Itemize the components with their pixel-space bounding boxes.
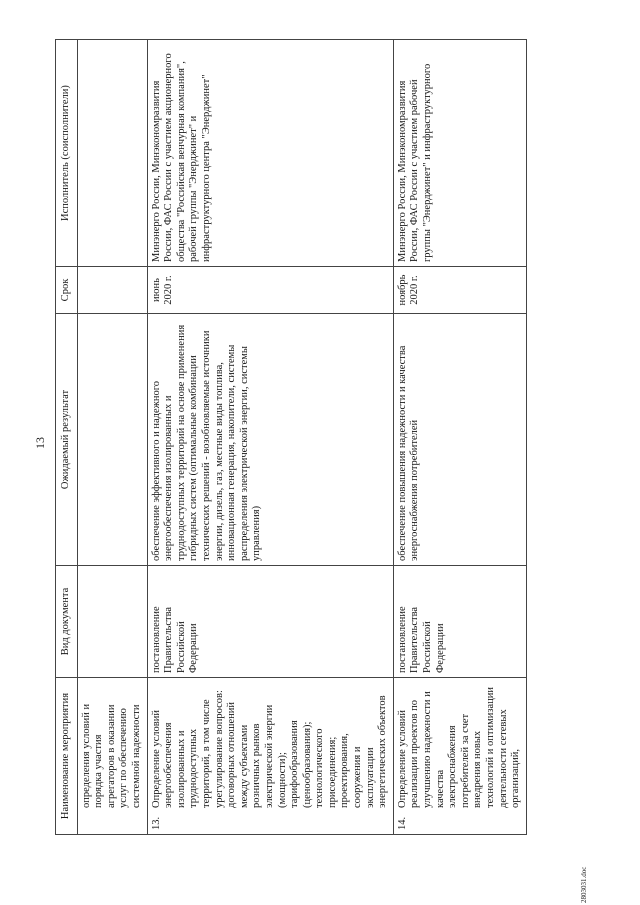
row-number: 13. bbox=[150, 816, 162, 830]
table-row bbox=[393, 40, 526, 835]
row-executor: Минэнерго России, Минэкономразвития России, ФАС России с участием рабочей группы "Энерджинет" и инфраструктурного bbox=[393, 40, 526, 267]
measures-table bbox=[55, 39, 527, 835]
header-deadline: Срок bbox=[56, 267, 78, 314]
row-doc-type: постановление Правительства Российской Федерации bbox=[393, 566, 526, 678]
continuation-name: определения условий и порядка участия агрегаторов в оказании услуг по обеспечению системной надежности bbox=[77, 678, 147, 835]
row-executor: Минэнерго России, Минэкономразвития России, ФАС России с участием акционерного общества "Российская венчурная компания", рабочей группы "Энерджинет" и инфраструктурного центра "Энерджинет" bbox=[147, 40, 393, 267]
row-number: 14. bbox=[396, 816, 408, 830]
row-name-cell bbox=[393, 678, 526, 835]
row-name: Определение условий энергообеспечения изолированных и труднодоступных территорий, в том числе урегулирование вопросов: договорных отношений между субъектами розничных рынков электрической энергии (мощности); тарифообразования (ценообразования); технологического присоединения; проектирования, сооружения и эксплуатации энергетических объектов bbox=[150, 690, 389, 808]
page-number: 13 bbox=[33, 437, 47, 449]
header-doc-type: Вид документа bbox=[56, 566, 78, 678]
document-code: 2803031.doc bbox=[580, 866, 588, 903]
header-executor: Исполнитель (соисполнители) bbox=[56, 40, 78, 267]
table-header-row bbox=[56, 40, 78, 835]
row-result: обеспечение повышения надежности и качества энергоснабжения потребителей bbox=[393, 314, 526, 566]
row-result: обеспечение эффективного и надежного энергообеспечения изолированных и труднодоступных территорий на основе применения гибридных систем (оптимальные комбинации технических решений - возобновляемые источники энергии, дизель, газ, местные виды топлива, инновационная генерация, накопители, системы распределения электрической энергии, системы управления) bbox=[147, 314, 393, 566]
row-name: Определение условий реализации проектов по улучшению надежности и качества электроснабжения потребителей за счет внедрения новых технологий и оптимизации деятельности сетевых организаций, bbox=[396, 686, 522, 808]
row-doc-type: постановление Правительства Российской Федерации bbox=[147, 566, 393, 678]
row-name-cell bbox=[147, 678, 393, 835]
table-row-continuation bbox=[77, 40, 147, 835]
row-deadline: ноябрь 2020 г. bbox=[393, 267, 526, 314]
header-result: Ожидаемый результат bbox=[56, 314, 78, 566]
header-name: Наименование мероприятия bbox=[56, 678, 78, 835]
table-row bbox=[147, 40, 393, 835]
row-deadline: июнь 2020 г. bbox=[147, 267, 393, 314]
